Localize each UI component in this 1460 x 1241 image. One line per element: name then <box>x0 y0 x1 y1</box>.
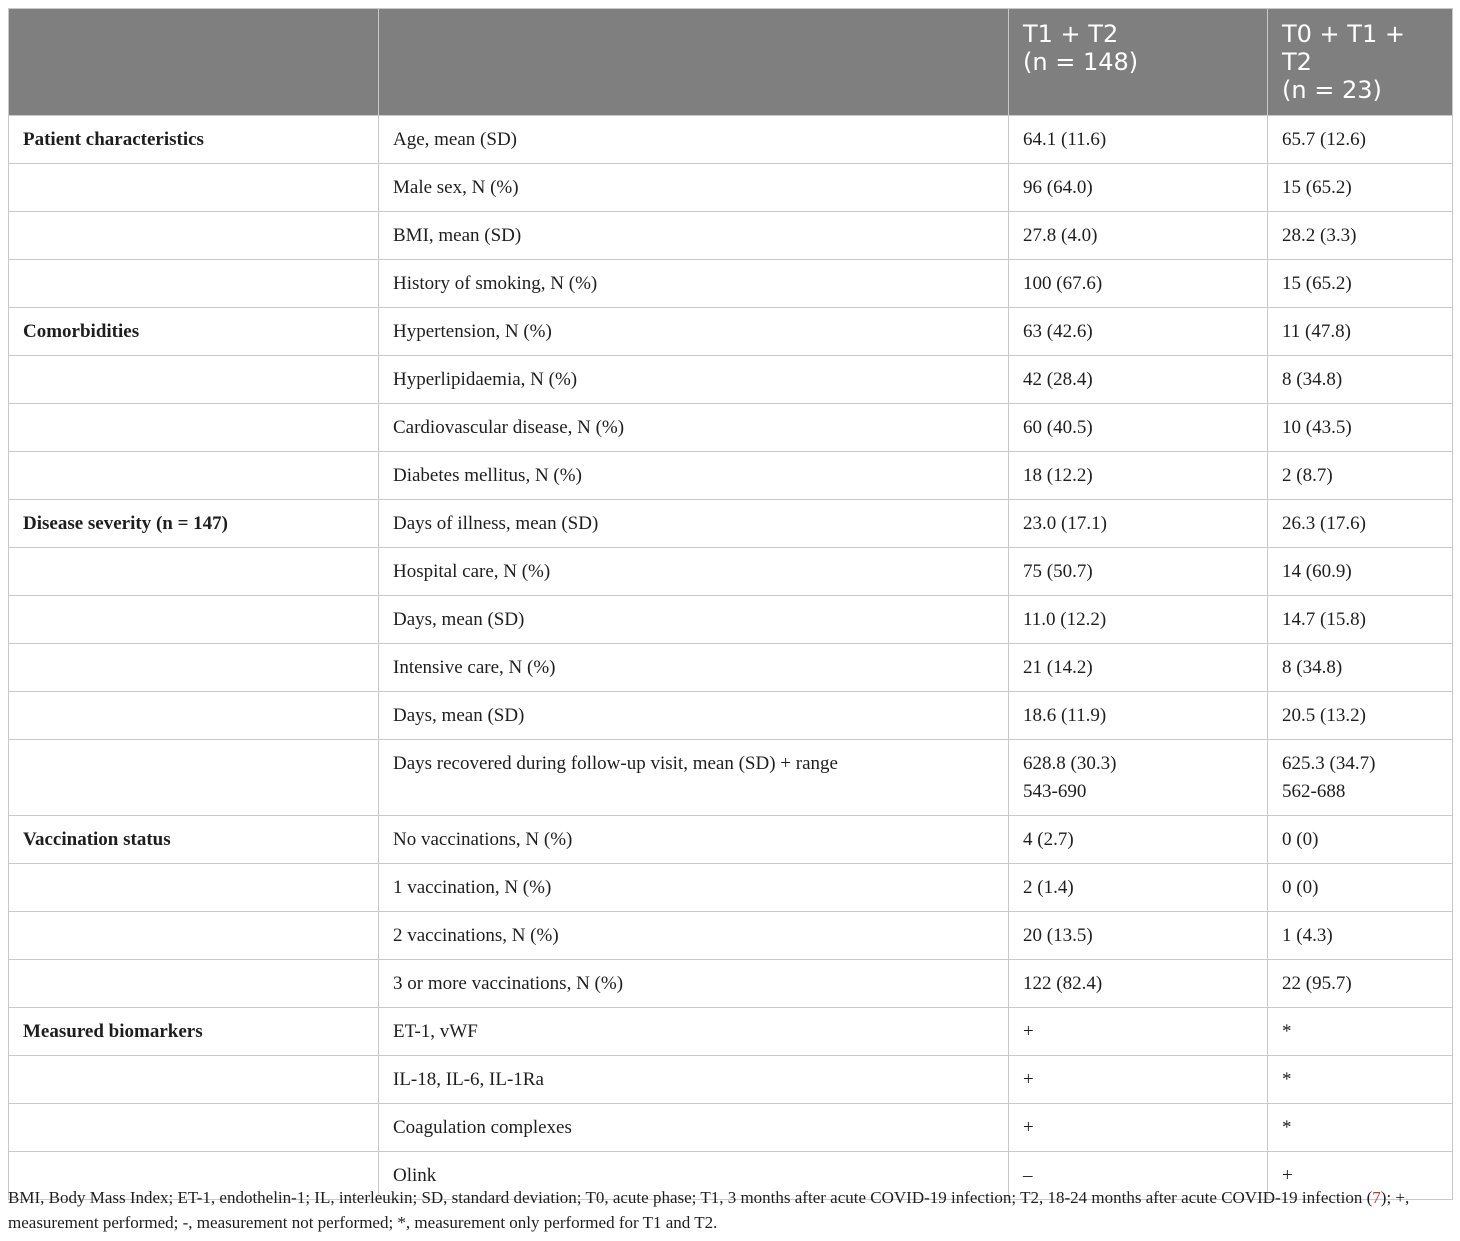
t0-t1-t2-value: 0 (0) <box>1268 816 1453 864</box>
item-cell: Age, mean (SD) <box>379 116 1009 164</box>
t0-t1-t2-value: 10 (43.5) <box>1268 404 1453 452</box>
t1-t2-value: 42 (28.4) <box>1009 356 1268 404</box>
item-cell: Olink <box>379 1152 1009 1200</box>
header-t0-t1-t2-label: T0 + T1 + T2 <box>1282 20 1405 76</box>
category-cell: Disease severity (n = 147) <box>9 500 379 548</box>
category-cell <box>9 1056 379 1104</box>
category-cell <box>9 912 379 960</box>
item-cell: Days, mean (SD) <box>379 692 1009 740</box>
category-cell: Vaccination status <box>9 816 379 864</box>
category-cell <box>9 1104 379 1152</box>
table-footnote <box>8 1185 1454 1235</box>
header-t1-t2-label: T1 + T2 <box>1023 20 1119 48</box>
item-cell: ET-1, vWF <box>379 1008 1009 1056</box>
t1-t2-value: 11.0 (12.2) <box>1009 596 1268 644</box>
category-cell: Patient characteristics <box>9 116 379 164</box>
item-cell: Days of illness, mean (SD) <box>379 500 1009 548</box>
table-row <box>9 356 1453 404</box>
t1-t2-value: 18 (12.2) <box>1009 452 1268 500</box>
item-cell: 2 vaccinations, N (%) <box>379 912 1009 960</box>
table-row <box>9 644 1453 692</box>
table-row <box>9 548 1453 596</box>
item-cell: History of smoking, N (%) <box>379 260 1009 308</box>
t0-t1-t2-range: 562-688 <box>1282 781 1346 802</box>
table-row <box>9 596 1453 644</box>
t1-t2-value: 75 (50.7) <box>1009 548 1268 596</box>
table-row <box>9 308 1453 356</box>
item-cell: Diabetes mellitus, N (%) <box>379 452 1009 500</box>
t1-t2-value: 23.0 (17.1) <box>1009 500 1268 548</box>
item-cell: No vaccinations, N (%) <box>379 816 1009 864</box>
category-cell <box>9 596 379 644</box>
t0-t1-t2-value: 65.7 (12.6) <box>1268 116 1453 164</box>
table-row <box>9 912 1453 960</box>
item-cell: IL-18, IL-6, IL-1Ra <box>379 1056 1009 1104</box>
t1-t2-value: 64.1 (11.6) <box>1009 116 1268 164</box>
t0-t1-t2-value: 28.2 (3.3) <box>1268 212 1453 260</box>
t0-t1-t2-value: 22 (95.7) <box>1268 960 1453 1008</box>
t0-t1-t2-value: * <box>1268 1104 1453 1152</box>
table-row <box>9 740 1453 816</box>
t1-t2-value: 122 (82.4) <box>1009 960 1268 1008</box>
t1-t2-value: + <box>1009 1008 1268 1056</box>
item-cell: Intensive care, N (%) <box>379 644 1009 692</box>
footnote-text-2: ); +, measurement performed; -, measurement not performed; *, measurement only performed for T1 and T2. <box>8 1188 1410 1232</box>
reference-link[interactable]: 7 <box>1372 1188 1381 1207</box>
category-cell <box>9 864 379 912</box>
header-t1-t2-n: (n = 148) <box>1023 48 1139 76</box>
t0-t1-t2-value: + <box>1268 1152 1453 1200</box>
t0-t1-t2-value: 0 (0) <box>1268 864 1453 912</box>
t0-t1-t2-value: 15 (65.2) <box>1268 164 1453 212</box>
item-cell: Cardiovascular disease, N (%) <box>379 404 1009 452</box>
table-row <box>9 260 1453 308</box>
header-cell-t1-t2 <box>1009 9 1268 116</box>
table-row <box>9 1056 1453 1104</box>
header-row <box>9 9 1453 116</box>
item-cell: Hypertension, N (%) <box>379 308 1009 356</box>
category-cell <box>9 548 379 596</box>
header-t0-t1-t2-n: (n = 23) <box>1282 76 1382 104</box>
table-container <box>8 8 1452 1200</box>
table-row <box>9 1008 1453 1056</box>
t1-t2-range: 543-690 <box>1023 781 1087 802</box>
t1-t2-value: 27.8 (4.0) <box>1009 212 1268 260</box>
category-cell <box>9 960 379 1008</box>
table-row <box>9 864 1453 912</box>
t0-t1-t2-value: 26.3 (17.6) <box>1268 500 1453 548</box>
item-cell: Hyperlipidaemia, N (%) <box>379 356 1009 404</box>
category-cell <box>9 212 379 260</box>
t1-t2-value: – <box>1009 1152 1268 1200</box>
t1-t2-value: 21 (14.2) <box>1009 644 1268 692</box>
t1-t2-value <box>1009 740 1268 816</box>
category-cell <box>9 404 379 452</box>
table-row <box>9 116 1453 164</box>
category-cell <box>9 692 379 740</box>
t1-t2-value: 4 (2.7) <box>1009 816 1268 864</box>
characteristics-table <box>8 8 1453 1200</box>
header-cell-t0-t1-t2 <box>1268 9 1453 116</box>
t0-t1-t2-value: * <box>1268 1008 1453 1056</box>
t0-t1-t2-value: 14 (60.9) <box>1268 548 1453 596</box>
t1-t2-value: 100 (67.6) <box>1009 260 1268 308</box>
t1-t2-value: 18.6 (11.9) <box>1009 692 1268 740</box>
t0-t1-t2-value: 8 (34.8) <box>1268 644 1453 692</box>
t1-t2-value: 2 (1.4) <box>1009 864 1268 912</box>
t0-t1-t2-value: 1 (4.3) <box>1268 912 1453 960</box>
category-cell: Measured biomarkers <box>9 1008 379 1056</box>
table-row <box>9 164 1453 212</box>
t1-t2-value: 20 (13.5) <box>1009 912 1268 960</box>
footnote-text-1: BMI, Body Mass Index; ET-1, endothelin-1; IL, interleukin; SD, standard deviation; T0, acute phase; T1, 3 months after acute COVID-19 infection; T2, 18-24 months after acute COVID-19 infection ( <box>8 1188 1373 1207</box>
header-cell-category <box>9 9 379 116</box>
item-cell: 3 or more vaccinations, N (%) <box>379 960 1009 1008</box>
t0-t1-t2-value: 14.7 (15.8) <box>1268 596 1453 644</box>
table-row <box>9 816 1453 864</box>
t0-t1-t2-value: 8 (34.8) <box>1268 356 1453 404</box>
category-cell <box>9 356 379 404</box>
t1-t2-value: + <box>1009 1056 1268 1104</box>
t1-t2-value: 63 (42.6) <box>1009 308 1268 356</box>
category-cell <box>9 644 379 692</box>
t0-t1-t2-mean: 625.3 (34.7) <box>1282 753 1376 774</box>
table-row <box>9 960 1453 1008</box>
t1-t2-value: 60 (40.5) <box>1009 404 1268 452</box>
item-cell: Days, mean (SD) <box>379 596 1009 644</box>
header-cell-item <box>379 9 1009 116</box>
item-cell: Male sex, N (%) <box>379 164 1009 212</box>
table-row <box>9 692 1453 740</box>
table-row <box>9 452 1453 500</box>
category-cell <box>9 452 379 500</box>
t1-t2-mean: 628.8 (30.3) <box>1023 753 1117 774</box>
item-cell: BMI, mean (SD) <box>379 212 1009 260</box>
item-cell: 1 vaccination, N (%) <box>379 864 1009 912</box>
t1-t2-value: 96 (64.0) <box>1009 164 1268 212</box>
t0-t1-t2-value: 11 (47.8) <box>1268 308 1453 356</box>
t0-t1-t2-value: 20.5 (13.2) <box>1268 692 1453 740</box>
category-cell <box>9 740 379 816</box>
t0-t1-t2-value <box>1268 740 1453 816</box>
category-cell: Comorbidities <box>9 308 379 356</box>
category-cell <box>9 164 379 212</box>
t0-t1-t2-value: * <box>1268 1056 1453 1104</box>
table-row <box>9 500 1453 548</box>
category-cell <box>9 260 379 308</box>
t0-t1-t2-value: 15 (65.2) <box>1268 260 1453 308</box>
item-cell: Days recovered during follow-up visit, mean (SD) + range <box>379 740 1009 816</box>
item-cell: Coagulation complexes <box>379 1104 1009 1152</box>
table-row <box>9 212 1453 260</box>
table-row <box>9 1104 1453 1152</box>
t1-t2-value: + <box>1009 1104 1268 1152</box>
table-row <box>9 404 1453 452</box>
item-cell: Hospital care, N (%) <box>379 548 1009 596</box>
t0-t1-t2-value: 2 (8.7) <box>1268 452 1453 500</box>
